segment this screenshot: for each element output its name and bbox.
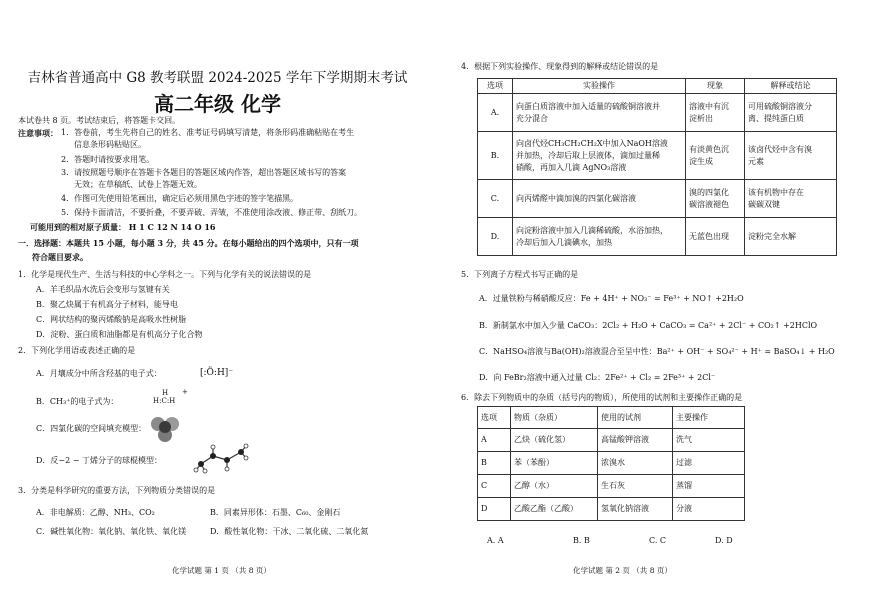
table-cell: 分液 [673,498,745,521]
q4-stem: 4．根据下列实验操作、现象得到的解释或结论错误的是 [461,62,659,71]
table-header-cell: 选项 [478,407,511,429]
q1-option-a: A．羊毛织品水洗后会变形与氢键有关 [36,285,170,294]
phenomenon-cell [686,94,745,132]
cell-line: 冷却后加入几滴碘水，加热 [516,237,612,247]
q5-option-b: B．新制氯水中加入少量 CaCO₃：2Cl₂ + H₂O + CaCO₃ = Ca²⁺ + 2Cl⁻ + CO₂↑ +2HClO [479,321,818,330]
cell-line: 该有机物中存在 [748,187,804,197]
table-cell: 蒸馏 [673,475,745,498]
table-cell: 浓溴水 [598,452,673,475]
conclusion-cell [745,218,837,256]
table-header-cell: 使用的试剂 [598,407,673,429]
page-2 [443,0,870,614]
table-header-row [478,407,745,429]
q3-option-a: A．非电解质：乙醇、NH₃、CO₂ [36,508,155,517]
q1-option-b: B．聚乙炔属于有机高分子材料，能导电 [36,300,178,309]
table-cell: 过滤 [673,452,745,475]
conclusion-cell [745,132,837,180]
table-cell: 乙炔（硫化氢） [511,429,598,452]
cell-line: 淀生成 [689,156,713,166]
table-header-cell: 实验操作 [513,79,686,94]
atomic-mass: 可能用到的相对原子质量： H 1 C 12 N 14 O 16 [30,222,216,232]
ccl4-space-filling-model [148,414,182,444]
note-3b: 无效；在草稿纸、试卷上答题无效。 [74,180,202,189]
table-cell: 生石灰 [598,475,673,498]
table-cell: D [478,498,511,521]
cell-line: 硝酸，再加入几滴 AgNO₃溶液 [516,162,627,172]
note-1b: 信息条形码粘贴区。 [74,140,146,149]
cell-line: 溴的四氯化 [689,187,729,197]
table-header-cell: 现象 [686,79,745,94]
table-cell: 洗气 [673,429,745,452]
exam-intro: 本试卷共 8 页。考试结束后，将答题卡交回。 [18,116,181,125]
note-5: 5．保持卡面清洁，不要折叠，不要弄破、弄皱，不准使用涂改液、修正带、刮纸刀。 [61,208,363,217]
table-header-cell: 主要操作 [673,407,745,429]
cell-line: 碳溶液褪色 [689,199,729,209]
q5-stem: 5．下列离子方程式书写正确的是 [461,270,579,279]
q5-option-d: D．向 FeBr₂溶液中通入过量 Cl₂：2Fe²⁺ + Cl₂ = 2Fe³⁺ + 2Cl⁻ [479,373,716,382]
table-cell: 氢氧化钠溶液 [598,498,673,521]
cell-line: 元素 [748,156,764,166]
phenomenon-cell [686,132,745,180]
cell-line: 淀粉完全水解 [748,231,796,241]
table-row [478,94,837,132]
q2-option-c: C．四氯化碳的空间填充模型： [36,424,147,433]
cell-line: 并加热，冷却后取上层液体，滴加过量稀 [516,150,660,160]
cell-line: 淀析出 [689,113,713,123]
trans-2-butene-ball-stick-model [193,442,249,474]
cell-line: 向淀粉溶液中加入几滴稀硫酸，水浴加热， [516,225,668,235]
table-cell: 苯（苯酚） [511,452,598,475]
cell-line: 碳碳双键 [748,199,780,209]
table-header-row [478,79,837,94]
table-cell: 乙酸乙酯（乙酸） [511,498,598,521]
cell-line: 有淡黄色沉 [689,144,729,154]
option-cell: B. [478,132,513,180]
q6-stem: 6．除去下列物质中的杂质（括号内的物质），所使用的试剂和主要操作正确的是 [461,393,743,402]
cell-line: 离、提纯蛋白质 [748,113,804,123]
table-row [478,498,745,521]
option-cell: C. [478,180,513,218]
table-header-cell: 选项 [478,79,513,94]
table-row [478,452,745,475]
option-cell: A. [478,94,513,132]
q6-answer-d: D. D [715,536,733,545]
cell-line: 溶液中有沉 [689,101,729,111]
table-row [478,429,745,452]
exam-subtitle: 高二年级 化学 [154,92,281,116]
page-2-footer: 化学试题 第 2 页 （共 8 页） [573,566,672,575]
cell-line: 充分混合 [516,113,548,123]
conclusion-cell [745,180,837,218]
q6-answer-b: B. B [573,536,590,545]
page-1-footer: 化学试题 第 1 页 （共 8 页） [172,566,271,575]
q2-option-a: A．月壤成分中所含羟基的电子式： [36,369,162,378]
q2-option-b-formula: H:C:H [153,397,176,405]
table-row [478,475,745,498]
table-header-cell: 物质（杂质） [511,407,598,429]
q1-option-d: D．淀粉、蛋白质和油脂都是有机高分子化合物 [36,330,203,339]
operation-cell [513,132,686,180]
q6-answer-a: A. A [487,536,504,545]
table-row [478,218,837,256]
table-header-cell: 解释或结论 [745,79,837,94]
note-4: 4．作图可先使用铅笔画出，确定后必须用黑色字迹的签字笔描黑。 [61,194,299,203]
q2-option-b: B．CH₃⁺的电子式为： [36,397,119,406]
note-2: 2．答题时请按要求用笔。 [61,155,155,164]
q4-table [477,78,837,256]
cell-line: 向丙烯醛中滴加溴的四氯化碳溶液 [516,193,636,203]
cell-line: 无蓝色出现 [689,231,729,241]
q2-option-d: D．反−2 − 丁烯分子的球棍模型： [36,456,162,465]
section-1-header: 一．选择题：本题共 15 小题，每小题 3 分，共 45 分。在每小题给出的四个选项中，只有一项 [18,238,359,248]
q3-option-d: D．酸性氧化物：干冰、二氧化硫、二氧化氮 [210,527,369,536]
phenomenon-cell [686,218,745,256]
note-1: 1．答卷前，考生先将自己的姓名、准考证号码填写清楚，将条形码准确粘贴在考生 [61,128,355,137]
table-cell: B [478,452,511,475]
q3-option-b: B．同素异形体：石墨、C₆₀、金刚石 [210,508,341,517]
option-cell: D. [478,218,513,256]
table-row [478,180,837,218]
cell-line: 可用硫酸铜溶液分 [748,101,812,111]
q3-option-c: C．碱性氧化物：氧化钠、氧化铁、氧化镁 [36,527,187,536]
section-1-header-b: 符合题目要求。 [32,252,88,262]
table-cell: C [478,475,511,498]
cell-line: 向蛋白质溶液中加入适量的硫酸铜溶液并 [516,101,660,111]
q1-option-c: C．网状结构的聚丙烯酸钠是高吸水性树脂 [36,315,187,324]
conclusion-cell [745,94,837,132]
q5-option-c: C．NaHSO₄溶液与Ba(OH)₂溶液混合至呈中性：Ba²⁺ + OH⁻ + SO₄²⁻ + H⁺ = BaSO₄↓ + H₂O [479,347,835,356]
notes-label: 注意事项： [18,128,58,138]
q2-stem: 2．下列化学用语或表述正确的是 [18,346,136,355]
table-cell: A [478,429,511,452]
q2-option-a-formula: [:Ö:H]⁻ [200,368,234,378]
operation-cell [513,180,686,218]
table-cell: 高锰酸钾溶液 [598,429,673,452]
cell-line: 该卤代烃中含有溴 [748,144,812,154]
q6-table [477,406,745,521]
note-3: 3．请按照题号顺序在答题卡各题目的答题区域内作答，超出答题区域书写的答案 [61,168,347,177]
cell-line: 向卤代烃CH₃CH₂CH₂X中加入NaOH溶液 [516,138,668,148]
q5-option-a: A．过量铁粉与稀硝酸反应：Fe + 4H⁺ + NO₃⁻ = Fe³⁺ + NO↑ +2H₂O [479,294,744,303]
q2-option-b-charge: + [182,388,188,396]
q6-answer-c: C. C [649,536,667,545]
q2-option-b-h-top: H [162,389,169,397]
q1-stem: 1．化学是现代生产、生活与科技的中心学科之一。下列与化学有关的说法错误的是 [18,270,312,279]
phenomenon-cell [686,180,745,218]
q3-stem: 3．分类是科学研究的重要方法，下列物质分类错误的是 [18,486,216,495]
table-cell: 乙醇（水） [511,475,598,498]
operation-cell [513,94,686,132]
table-row [478,132,837,180]
exam-title: 吉林省普通高中 G8 教考联盟 2024-2025 学年下学期期末考试 [27,70,408,86]
operation-cell [513,218,686,256]
